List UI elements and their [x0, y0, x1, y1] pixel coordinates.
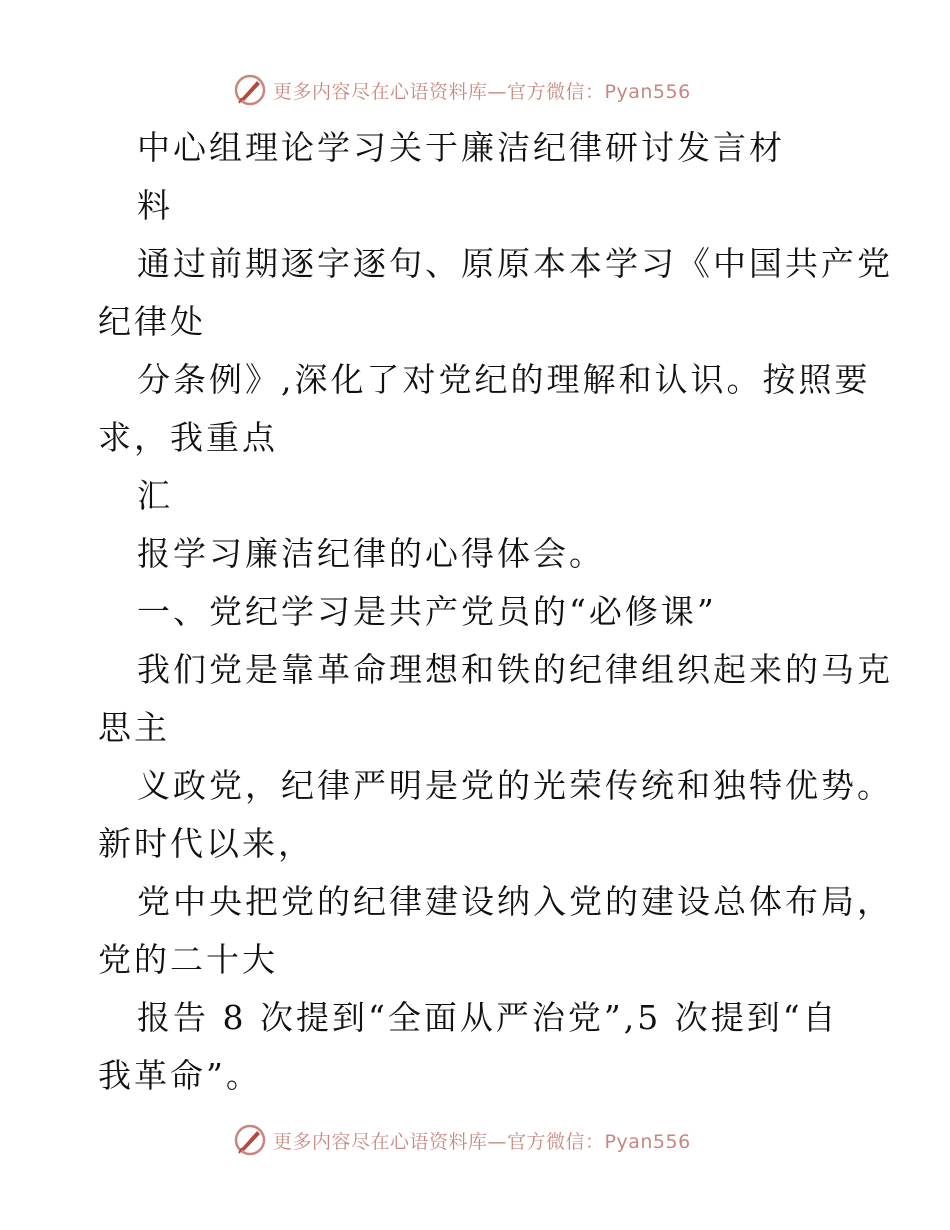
doc-line: 思主	[98, 708, 170, 747]
doc-line: 报告 8 次提到“全面从严治党”,5 次提到“自	[137, 998, 839, 1037]
doc-line: 义政党，纪律严明是党的光荣传统和独特优势。	[137, 766, 893, 805]
doc-line: 料	[137, 186, 173, 225]
watermark-text: 更多内容尽在心语资料库—官方微信：Pyan556	[273, 1130, 691, 1153]
doc-line: 新时代以来，	[98, 824, 314, 863]
doc-line: 分条例》,深化了对党纪的理解和认识。按照要	[137, 360, 871, 399]
doc-line: 我们党是靠革命理想和铁的纪律组织起来的马克	[137, 650, 893, 689]
quill-logo-icon	[233, 1123, 267, 1157]
doc-line: 党的二十大	[98, 940, 278, 979]
doc-line: 通过前期逐字逐句、原原本本学习《中国共产党	[137, 244, 893, 283]
doc-line: 汇	[137, 476, 173, 515]
watermark-footer	[233, 1122, 691, 1158]
section-heading: 一、党纪学习是共产党员的“必修课”	[137, 592, 717, 631]
doc-line: 纪律处	[98, 302, 206, 341]
doc-line: 求，我重点	[98, 418, 278, 457]
doc-line: 报学习廉洁纪律的心得体会。	[137, 534, 605, 573]
doc-line: 党中央把党的纪律建设纳入党的建设总体布局，	[137, 882, 893, 921]
doc-line: 中心组理论学习关于廉洁纪律研讨发言材	[137, 128, 785, 167]
doc-line: 我革命”。	[98, 1056, 262, 1095]
watermark-text: 更多内容尽在心语资料库—官方微信：Pyan556	[273, 80, 691, 103]
